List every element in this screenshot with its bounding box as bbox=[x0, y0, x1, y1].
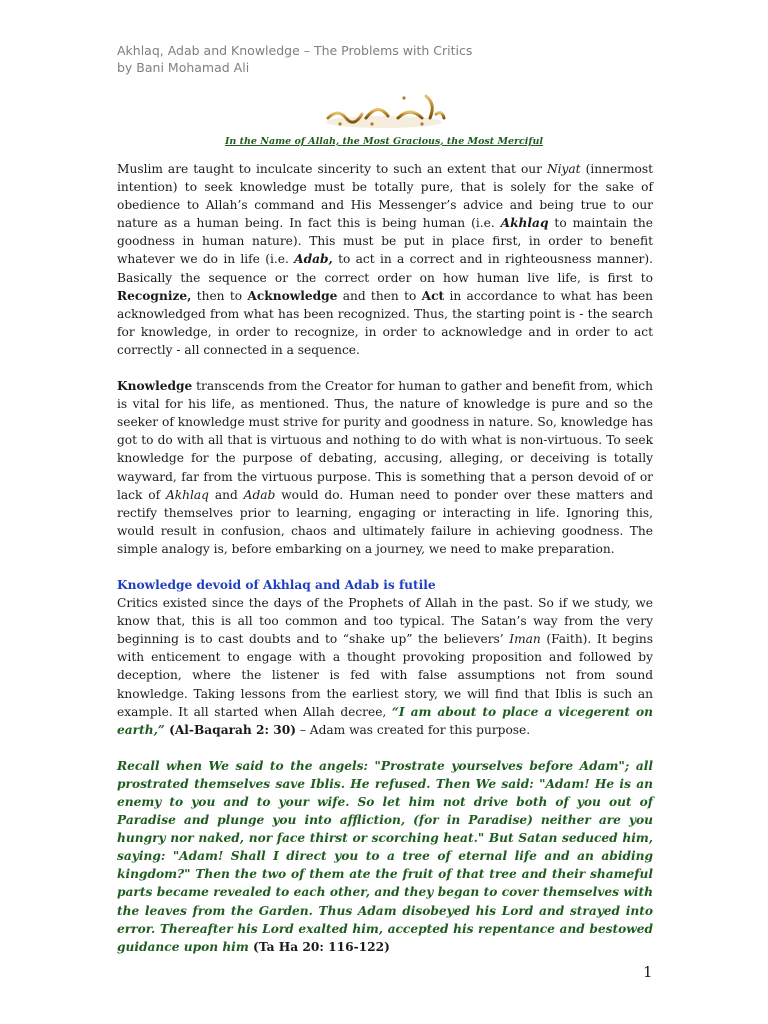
paragraph-intro: Muslim are taught to inculcate sincerity to such an extent that our Niyat (innermost intention) to seek knowledge must be totally pure, that is solely for the sake of obedience to Allah’s command and His Messenger’s advice and being true to our nature as a human being. In fact this is being human (i.e. Akhlaq to maintain the goodness in human nature). This must be put in place first, in order to benefit whatever we do in life (i.e. Adab, to act in a correct and in righteousness manner). Basically the sequence or the correct order on how human live life, is first to Recognize, then to Acknowledge and then to Act in accordance to what has been acknowledged from what has been recognized. Thus, the starting point is - the search for knowledge, in order to recognize, in order to acknowledge and in order to act correctly - all connected in a sequence. bbox=[117, 162, 654, 357]
paragraph-quote-taha bbox=[117, 757, 653, 956]
term-niyat: Niyat bbox=[546, 162, 581, 176]
reference-baqarah: (Al-Baqarah 2: 30) bbox=[164, 722, 296, 737]
term-act: Act bbox=[421, 288, 445, 303]
term-adab: Adab, bbox=[294, 252, 333, 267]
bismillah-caption: In the Name of Allah, the Most Gracious, the Most Merciful bbox=[224, 136, 544, 147]
term-recognize: Recognize, bbox=[117, 288, 192, 303]
bismillah-calligraphy-image bbox=[318, 84, 450, 132]
paragraph-knowledge: Knowledge transcends from the Creator for human to gather and benefit from, which is vital for his life, as mentioned. Thus, the nature of knowledge is pure and so the seeker of knowledge must strive for purity and goodness in nature. So, knowledge has got to do with all that is virtuous and nothing to do with what is non-virtuous. To seek knowledge for the purpose of debating, accusing, alleging, or deceiving is totally wayward, far from the virtuous purpose. This is something that a person devoid of or lack of Akhlaq and Adab would do. Human need to ponder over these matters and rectify themselves prior to learning, engaging or interacting in life. Ignoring this, would result in confusion, chaos and ultimately failure in achieving goodness. The simple analogy is, before embarking on a journey, we need to make preparation. bbox=[117, 379, 653, 556]
term-knowledge: Knowledge bbox=[117, 379, 193, 394]
section-heading: Knowledge devoid of Akhlaq and Adab is futile bbox=[117, 577, 436, 592]
quote-baqarah: “I am about to place a vicegerent on earth,” bbox=[117, 704, 653, 737]
document-body bbox=[117, 160, 653, 956]
term-iman: Iman bbox=[509, 632, 541, 647]
term-akhlaq: Akhlaq bbox=[500, 216, 549, 231]
document-author: by Bani Mohamad Ali bbox=[117, 60, 250, 75]
document-header bbox=[117, 42, 472, 76]
paragraph-critics: Critics existed since the days of the Prophets of Allah in the past. So if we study, we know that, this is all too common and too typical. The Satan’s way from the very beginning is to cast doubts and to “shake up” the believers’ Iman (Faith). It begins with enticement to engage with a thought provoking proposition and followed by deception, where the listener is fed with false assumptions not from sound knowledge. Taking lessons from the earliest story, we will find that Iblis is such an example. It all started when Allah decree, “I am about to place a vicegerent on earth,” (Al-Baqarah 2: 30) – Adam was created for this purpose. bbox=[117, 596, 653, 737]
page-number: 1 bbox=[643, 963, 653, 981]
document-title: Akhlaq, Adab and Knowledge – The Problems with Critics bbox=[117, 43, 473, 58]
term-acknowledge: Acknowledge bbox=[247, 288, 338, 303]
reference-taha: (Ta Ha 20: 116-122) bbox=[248, 939, 390, 954]
quote-taha: Recall when We said to the angels: "Prostrate yourselves before Adam"; all prostrated themselves save Iblis. He refused. Then We said: "Adam! He is an enemy to you and to your wife. So let him not drive both of you out of Paradise and plunge you into affliction, (for in Paradise) neither are you hungry nor naked, nor face thirst or scorching heat." But Satan seduced him, saying: "Adam! Shall I direct you to a tree of eternal life and an abiding kingdom?" Then the two of them ate the fruit of that tree and their shameful parts became revealed to each other, and they began to cover themselves with the leaves from the Garden. Thus Adam disobeyed his Lord and strayed into error. Thereafter his Lord exalted him, accepted his repentance and bestowed guidance upon him bbox=[117, 758, 653, 954]
